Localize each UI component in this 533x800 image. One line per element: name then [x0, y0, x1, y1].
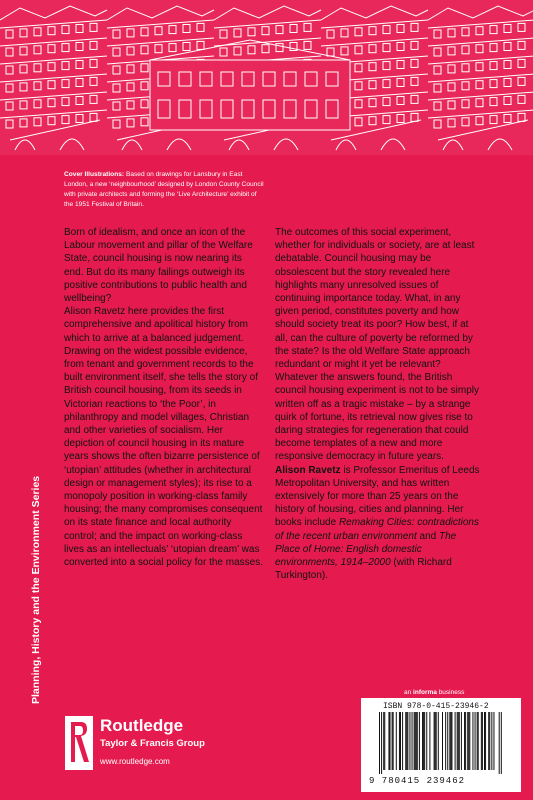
barcode-bar — [434, 712, 435, 770]
barcode-bar — [399, 712, 400, 770]
informa-suffix: business — [436, 689, 465, 696]
informa-business-line — [404, 689, 464, 696]
barcode-bar — [477, 712, 478, 770]
barcode-bar — [491, 712, 492, 770]
barcode-bar — [499, 712, 500, 774]
barcode-bar — [488, 712, 489, 770]
publisher-url[interactable]: www.routledge.com — [100, 757, 170, 766]
terraced-housing-drawing — [0, 0, 533, 155]
barcode-bar — [451, 712, 452, 770]
barcode-bar — [445, 712, 446, 770]
barcode-bar — [388, 712, 389, 770]
isbn-label: ISBN 978-0-415-23946-2 — [383, 702, 489, 711]
barcode-bar — [412, 712, 413, 770]
barcode-bar — [407, 712, 408, 770]
informa-prefix: an — [404, 689, 414, 696]
author-bio — [275, 464, 480, 583]
author-bio-text-2: (with Richard Turkington). — [275, 557, 452, 582]
blurb-left-column — [64, 226, 264, 569]
barcode-bar — [482, 712, 483, 770]
cover-caption — [64, 170, 264, 210]
barcode-bar — [423, 712, 424, 770]
barcode-bar — [379, 712, 380, 774]
barcode-bar — [455, 712, 456, 770]
series-title: Planning, History and the Environment Series — [30, 475, 42, 704]
barcode-bar — [396, 712, 397, 770]
barcode-bar — [390, 712, 391, 770]
routledge-r-icon — [62, 714, 96, 772]
barcode-bar — [450, 712, 451, 770]
barcode-bar — [468, 712, 469, 770]
barcode-bar — [381, 712, 382, 774]
barcode — [361, 698, 521, 792]
barcode-bar — [481, 712, 482, 770]
blurb-paragraph: Born of idealism, and once an icon of the Labour movement and pillar of the Welfare State, council housing is now nearing its end. But do its many failings outweigh its positive contributions to public health and wellbeing? — [64, 227, 253, 305]
barcode-bar — [429, 712, 430, 770]
caption-text: Based on drawings for Lansbury in East London, a new ‘neighbourhood’ designed by London County Council with private architects and forming the ‘Live Architecture’ exhibit of the 1951 Festival of Britain. — [64, 171, 264, 208]
barcode-bar — [438, 712, 439, 770]
barcode-bar — [393, 712, 394, 770]
barcode-bar — [478, 712, 479, 770]
barcode-bar — [489, 712, 490, 770]
publisher-name: Routledge — [100, 716, 184, 735]
barcode-bar — [383, 712, 384, 770]
barcode-bar — [447, 712, 448, 770]
barcode-bar — [417, 712, 418, 770]
barcode-bar — [419, 712, 420, 770]
author-bio-text: is Professor Emeritus of Leeds Metropolitan University, and has written extensively for more than 25 years on the history of housing, cities and planning. Her books include — [275, 464, 480, 529]
barcode-bar — [464, 712, 465, 770]
book-title-2: The Place of Home: English domestic environments, 1914–2000 — [275, 530, 457, 569]
barcode-bar — [461, 712, 462, 770]
blurb-paragraph: Whatever the answers found, the British council housing experiment is not to be simply written off as a tragic mistake – by a strange quirk of fortune, its retrieval now gives rise to daring strategies for regeneration that could become templates of a new and more responsive democracy in future years. — [275, 372, 479, 463]
barcode-bar — [458, 712, 459, 770]
barcode-bar — [405, 712, 406, 770]
barcode-bar — [485, 712, 486, 770]
blurb-paragraph: Alison Ravetz here provides the first comprehensive and apolitical history from which to arrive at a balanced judgement. Drawing on the widest possible evidence, from tenant and government records to the built environment itself, she tells the story of British council housing, from its seeds in Victorian reactions to ‘the Poor’, in philanthropy and model villages, Christian and other varieties of socialism. Her depiction of council housing in its mature years shows the often bizarre persistence of ‘utopian’ attitudes (whether in architectural design or management styles); its rise to a monopoly position in working-class family housing; the many compromises consequent on its state finance and local authority control; and the impact on working-class lives as an intellectuals’ ‘utopian dream’ was converted into a social policy for the masses. — [64, 306, 263, 569]
barcode-bar — [384, 712, 385, 770]
barcode-bar — [402, 712, 403, 770]
barcode-bar — [457, 712, 458, 770]
publisher-logo — [62, 714, 322, 774]
barcode-bar — [415, 712, 416, 770]
barcode-bar — [459, 712, 460, 770]
barcode-bar — [426, 712, 427, 770]
barcode-bar — [435, 712, 436, 770]
barcode-bar — [442, 712, 443, 770]
blurb-paragraph: The outcomes of this social experiment, whether for individuals or society, are at least debatable. Council housing may be obsolescent but the story revealed here highlights many unresolved issues of continuing importance today. What, in any given period, constitutes poverty and how should society treat its poor? How best, if at all, can the culture of poverty be reformed by the state? Is the old Welfare State approach redundant or might it yet be relevant? — [275, 227, 475, 371]
barcode-bars — [377, 712, 505, 774]
barcode-bar — [475, 712, 476, 770]
barcode-bar — [465, 712, 466, 770]
author-name: Alison Ravetz — [275, 464, 341, 476]
barcode-bar — [392, 712, 393, 770]
barcode-bar — [484, 712, 485, 770]
barcode-bar — [501, 712, 502, 774]
barcode-bar — [409, 712, 410, 770]
barcode-bar — [469, 712, 470, 770]
barcode-bar — [436, 712, 437, 770]
barcode-bar — [422, 712, 423, 770]
barcode-bar — [467, 712, 468, 770]
barcode-bar — [400, 712, 401, 770]
cover-illustration — [0, 0, 533, 155]
barcode-bar — [414, 712, 415, 770]
book-title-1: Remaking Cities: contradictions of the recent urban environment — [275, 517, 479, 542]
informa-name: informa — [413, 689, 437, 696]
barcode-bar — [493, 712, 494, 770]
barcode-bar — [416, 712, 417, 770]
barcode-bar — [406, 712, 407, 770]
barcode-bar — [449, 712, 450, 770]
blurb-right-column — [275, 226, 480, 582]
barcode-bar — [424, 712, 425, 770]
barcode-bar — [472, 712, 473, 770]
publisher-group: Taylor & Francis Group — [100, 738, 205, 749]
caption-label: Cover Illustrations: — [64, 171, 125, 178]
and-text: and — [416, 530, 440, 542]
barcode-number: 9 780415 239462 — [369, 776, 466, 786]
